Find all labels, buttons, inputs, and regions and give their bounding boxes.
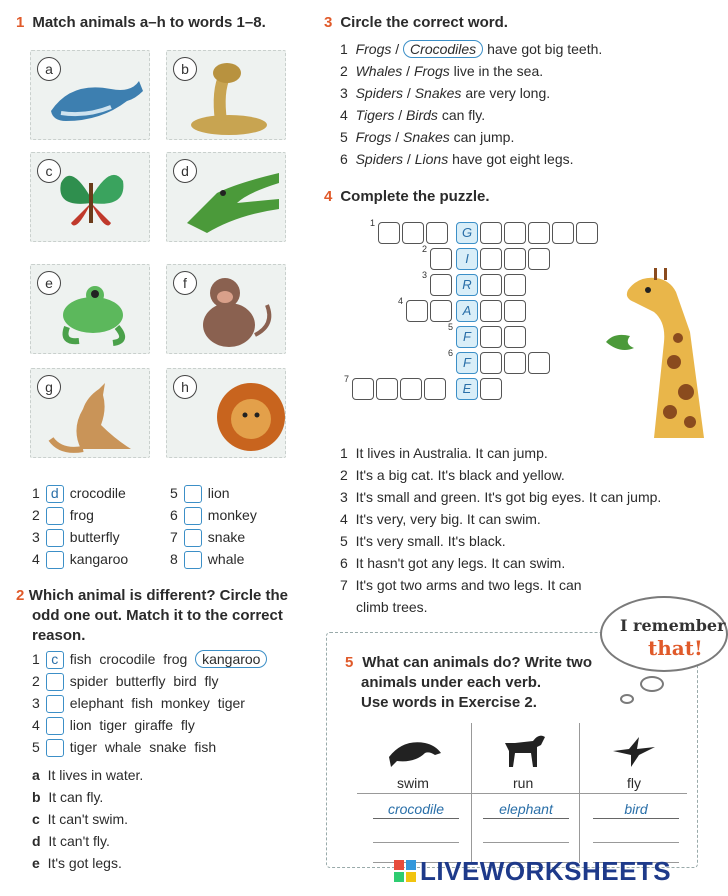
answer-box[interactable]: c	[46, 651, 64, 669]
puzzle-cell-key[interactable]: F	[456, 326, 478, 348]
row-divider	[357, 793, 687, 794]
puzzle-cell[interactable]	[430, 274, 452, 296]
list-item: 3 It's small and green. It's got big eyes. It can jump.	[340, 489, 662, 505]
puzzle-cell[interactable]	[430, 300, 452, 322]
puzzle-cell[interactable]	[552, 222, 574, 244]
answer-swim-2[interactable]	[373, 823, 459, 843]
answer-run-2[interactable]	[483, 823, 569, 843]
verb-run: run	[513, 775, 534, 791]
liveworksheets-logo-icon	[394, 860, 416, 882]
list-item: 3 elephant fish monkey tiger	[32, 692, 322, 714]
puzzle-cell[interactable]	[504, 222, 526, 244]
list-item: 5 It's very small. It's black.	[340, 533, 506, 549]
list-item: 7 snake	[170, 526, 310, 548]
puzzle-cell[interactable]	[400, 378, 422, 400]
ex4-heading	[324, 188, 490, 205]
answer-box[interactable]	[184, 529, 202, 547]
puzzle-cell-key[interactable]: A	[456, 300, 478, 322]
ex1-number: 1	[16, 14, 25, 31]
ex1-heading	[16, 14, 266, 31]
puzzle-cell[interactable]	[504, 300, 526, 322]
list-item: 2 Whales / Frogs live in the sea.	[340, 63, 544, 79]
ex4-clues	[340, 442, 720, 618]
ex1-words-left	[32, 482, 172, 570]
puzzle-cell[interactable]	[504, 274, 526, 296]
puzzle-cell-key[interactable]: G	[456, 222, 478, 244]
puzzle-cell[interactable]	[528, 248, 550, 270]
card-letter: c	[37, 159, 61, 183]
puzzle-cell[interactable]	[480, 222, 502, 244]
card-g-kangaroo	[30, 368, 150, 458]
card-h-lion	[166, 368, 286, 458]
puzzle-cell[interactable]	[576, 222, 598, 244]
bubble-line-1: I remember	[620, 616, 726, 635]
card-a-whale	[30, 50, 150, 140]
answer-box[interactable]	[46, 695, 64, 713]
list-item: 1 Frogs / Crocodiles have got big teeth.	[340, 41, 603, 57]
ex2-heading: 2 Which animal is different? Circle the odd one out. Match it to the correct reason.	[16, 587, 289, 644]
brand-wordmark: LIVEWORKSHEETS	[420, 856, 672, 886]
puzzle-cell[interactable]	[424, 378, 446, 400]
list-item: 3 butterfly	[32, 526, 172, 548]
answer-swim-1[interactable]: crocodile	[373, 799, 459, 819]
ex4-title: Complete the puzzle.	[340, 188, 490, 205]
card-letter: a	[37, 57, 61, 81]
circled-word[interactable]: kangaroo	[195, 650, 267, 668]
list-item: 7 It's got two arms and two legs. It can	[340, 577, 582, 593]
puzzle-cell[interactable]	[528, 222, 550, 244]
ex3-heading	[324, 14, 508, 31]
bird-icon	[609, 733, 657, 769]
ex2-reasons	[32, 764, 292, 874]
bubble-line-2: that!	[648, 636, 703, 660]
list-item: 4 Tigers / Birds can fly.	[340, 107, 486, 123]
answer-run-1[interactable]: elephant	[483, 799, 569, 819]
puzzle-cell[interactable]	[480, 274, 502, 296]
list-item: 2 spider butterfly bird fly	[32, 670, 322, 692]
ex2-number: 2	[16, 587, 25, 604]
list-item: 2 frog	[32, 504, 172, 526]
ex5-heading: 5 What can animals do? Write two animals under each verb. Use words in Exercise 2.	[345, 654, 592, 711]
list-item: 1 d crocodile	[32, 485, 126, 502]
puzzle-cell-key[interactable]: F	[456, 352, 478, 374]
list-item: 8 whale	[170, 548, 310, 570]
dolphin-icon	[385, 733, 445, 769]
puzzle-cell[interactable]	[480, 352, 502, 374]
puzzle-cell[interactable]	[504, 326, 526, 348]
answer-box[interactable]	[46, 717, 64, 735]
card-e-frog	[30, 264, 150, 354]
card-b-snake	[166, 50, 286, 140]
puzzle-cell[interactable]	[528, 352, 550, 374]
card-d-crocodile	[166, 152, 286, 242]
ex1-words-right	[170, 482, 310, 570]
puzzle-cell[interactable]	[480, 248, 502, 270]
puzzle-cell-key[interactable]: I	[456, 248, 478, 270]
ex2-rows	[32, 648, 322, 758]
ex5-number: 5	[345, 654, 354, 671]
answer-box[interactable]: d	[46, 485, 64, 503]
puzzle-cell[interactable]	[504, 352, 526, 374]
circled-word[interactable]: Crocodiles	[403, 40, 483, 58]
answer-box[interactable]	[184, 507, 202, 525]
list-item: e It's got legs.	[32, 855, 122, 871]
giraffe-icon	[594, 262, 728, 438]
answer-box[interactable]	[46, 739, 64, 757]
crossword-puzzle: 1 G 2 I 3 R 4 A 5 F 6 F 7 E	[340, 216, 600, 406]
list-item: 4 lion tiger giraffe fly	[32, 714, 322, 736]
puzzle-cell[interactable]	[504, 248, 526, 270]
verb-swim: swim	[397, 775, 429, 791]
answer-box[interactable]	[46, 673, 64, 691]
ex1-title: Match animals a–h to words 1–8.	[32, 14, 266, 31]
ex3-number: 3	[324, 14, 333, 31]
puzzle-cell[interactable]	[480, 378, 502, 400]
puzzle-cell-key[interactable]: R	[456, 274, 478, 296]
list-item: 5 tiger whale snake fish	[32, 736, 322, 758]
puzzle-cell[interactable]	[402, 222, 424, 244]
answer-box[interactable]	[46, 551, 64, 569]
card-letter: g	[37, 375, 61, 399]
puzzle-cell[interactable]	[426, 222, 448, 244]
list-item: climb trees.	[356, 599, 428, 615]
puzzle-cell[interactable]	[480, 300, 502, 322]
answer-box[interactable]	[46, 529, 64, 547]
reminder-bubble	[600, 596, 728, 672]
puzzle-cell[interactable]	[352, 378, 374, 400]
ex3-items	[340, 38, 720, 170]
list-item: 2 It's a big cat. It's black and yellow.	[340, 467, 565, 483]
answer-fly-1[interactable]: bird	[593, 799, 679, 819]
puzzle-cell-key[interactable]: E	[456, 378, 478, 400]
answer-fly-2[interactable]	[593, 823, 679, 843]
list-item: a It lives in water.	[32, 767, 144, 783]
list-item: d It can't fly.	[32, 833, 110, 849]
bubble-dot	[640, 676, 664, 692]
puzzle-cell[interactable]	[378, 222, 400, 244]
card-letter: f	[173, 271, 197, 295]
list-item: 5 lion	[170, 482, 310, 504]
bubble-dot	[620, 694, 634, 704]
ex3-title: Circle the correct word.	[340, 14, 508, 31]
puzzle-cell[interactable]	[430, 248, 452, 270]
card-f-monkey	[166, 264, 286, 354]
card-letter: e	[37, 271, 61, 295]
list-item: 3 Spiders / Snakes are very long.	[340, 85, 551, 101]
list-item: 6 monkey	[170, 504, 310, 526]
answer-box[interactable]	[46, 507, 64, 525]
card-letter: d	[173, 159, 197, 183]
list-item: b It can fly.	[32, 789, 104, 805]
puzzle-cell[interactable]	[480, 326, 502, 348]
list-item: 6 Spiders / Lions have got eight legs.	[340, 151, 574, 167]
card-c-butterfly	[30, 152, 150, 242]
puzzle-cell[interactable]	[376, 378, 398, 400]
ex4-number: 4	[324, 188, 333, 205]
card-letter: h	[173, 375, 197, 399]
horse-icon	[499, 729, 547, 769]
list-item: 5 Frogs / Snakes can jump.	[340, 129, 515, 145]
verb-fly: fly	[627, 775, 641, 791]
list-item: 6 It hasn't got any legs. It can swim.	[340, 555, 566, 571]
answer-box[interactable]	[184, 485, 202, 503]
list-item: 4 kangaroo	[32, 548, 172, 570]
answer-box[interactable]	[184, 551, 202, 569]
list-item: 4 It's very, very big. It can swim.	[340, 511, 541, 527]
list-item: c It can't swim.	[32, 811, 129, 827]
puzzle-cell[interactable]	[406, 300, 428, 322]
list-item: 1 It lives in Australia. It can jump.	[340, 445, 548, 461]
card-letter: b	[173, 57, 197, 81]
list-item: 1 c fish crocodile frog kangaroo	[32, 648, 322, 670]
